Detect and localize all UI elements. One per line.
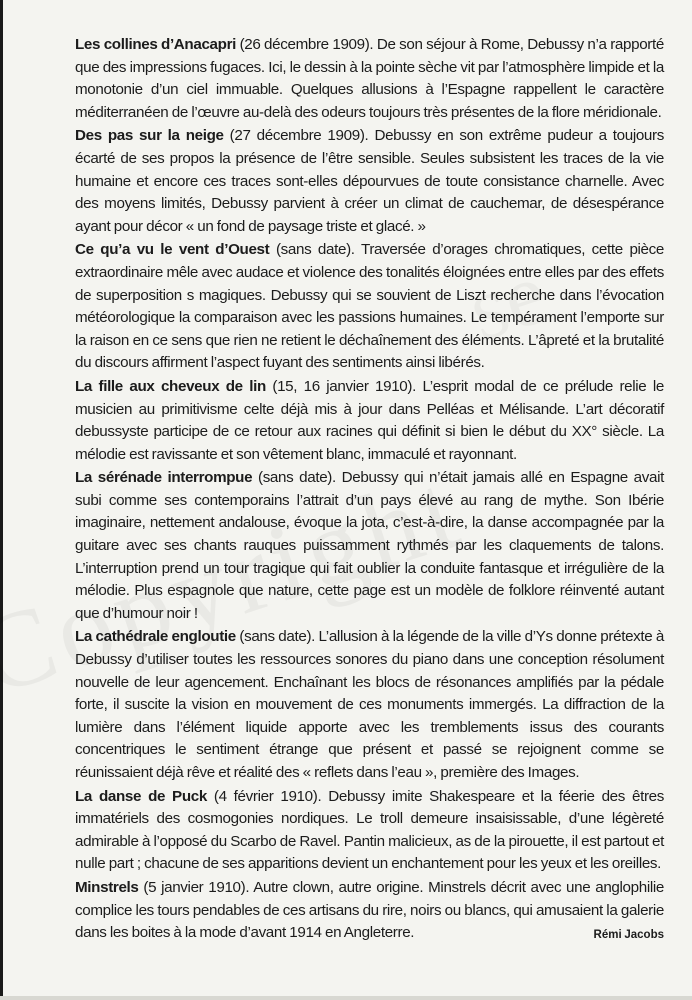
entry-text: (26 décembre 1909). De son séjour à Rome, Debussy n’a rapporté que des impressions fugaces. Ici, le dessin à la pointe sèche vit par l’atmosphère limpide et la monotonie d’un ciel immuable. Quelques allusions à l’Espagne rappellent le caractère méditerranéen de l’œuvre au-delà des odeurs toujours très présentes de la flore méridionale. <box>75 36 664 121</box>
entry-text: (sans date). Traversée d’orages chromatiques, cette pièce extraordinaire mêle avec audace et violence des tonalités éloignées entre elles par des effets de superposition s magiques. Debussy qui se souvient de Liszt recherche dans l’évocation météorologique la comparaison avec les passions humaines. Le tempérament l’emporte sur la raison en ce sens que rien ne retient le déchaînement des éléments. L’âpreté et la brutalité du discours affirment l’aspect fuyant des sentiments ainsi libérés. <box>75 241 664 372</box>
entry-vent-ouest <box>75 239 664 375</box>
entry-title: Les collines d’Anacapri <box>75 36 236 53</box>
page-bottom-edge <box>0 996 692 1000</box>
article-body <box>75 34 664 947</box>
author-signature: Rémi Jacobs <box>593 929 664 942</box>
entry-anacapri <box>75 34 664 124</box>
entry-text: (4 février 1910). Debussy imite Shakespeare et la féerie des êtres immatériels des cosmogonies nordiques. Le troll demeure insaisissable, d’une légèreté admirable à l’opposé du Scarbo de Ravel. Pantin malicieux, as de la pirouette, il est partout et nulle part ; chacune de ses apparitions devient un enchantement pour les yeux et les oreilles. <box>75 787 664 873</box>
entry-minstrels <box>75 877 664 945</box>
entry-text: (sans date). Debussy qui n’était jamais allé en Espagne avait subi comme ses contemporains l’attrait d’un pays élevé au rang de mythe. Son Ibérie imaginaire, nettement andalouse, évoque la jota, c’est-à-dire, la danse accompagnée par la guitare avec ses chants rauques puissamment rythmés par les claquements de talons. L’interruption prend un tour tragique qui fait oublier la conduite fantasque et irrégulière de la mélodie. Plus espagnole que nature, cette page est un modèle de folklore réinventé autant que d’humour noir ! <box>75 469 664 622</box>
entry-text: (5 janvier 1910). Autre clown, autre origine. Minstrels décrit avec une anglophilie complice les tours pendables de ces artisans du rire, noirs ou blancs, qui amusaient la galerie dans les boites à la mode d’avant 1914 en Angleterre. <box>75 878 664 942</box>
entry-pas-sur-la-neige <box>75 125 664 238</box>
entry-title: La sérénade interrompue <box>75 469 253 487</box>
entry-title: La fille aux cheveux de lin <box>75 377 266 395</box>
entry-serenade <box>75 467 664 625</box>
entry-title: La danse de Puck <box>75 787 207 805</box>
entry-title: Des pas sur la neige <box>75 127 224 145</box>
entry-title: La cathédrale engloutie <box>75 628 236 646</box>
entry-text: (sans date). L’allusion à la légende de la ville d’Ys donne prétexte à Debussy d’utiliser toutes les ressources sonores du piano dans une conception résolument nouvelle de leur agencement. Enchaînant les blocs de résonances amplifiés par la pédale forte, il suscite la vision en mouvement de ces monuments immergés. La diffraction de la lumière dans l’élément liquide apporte avec les tremblements issus des courants concentriques le sentiment étrange que présent et passé se rejoignent comme se réunissaient déjà rêve et réalité des « reflets dans l’eau », première des Images. <box>75 628 664 781</box>
entry-text: (15, 16 janvier 1910). L’esprit modal de ce prélude relie le musicien au primitivisme celte déjà mis à jour dans Pelléas et Mélisande. L’art décoratif debussyste participe de ce retour aux racines qui définit si bien le début du XX° siècle. La mélodie est ravissante et son vêtement blanc, immaculé et rayonnant. <box>75 377 664 463</box>
entry-cathedrale <box>75 626 664 784</box>
entry-puck <box>75 786 664 876</box>
entry-fille-cheveux-lin <box>75 376 664 466</box>
page-left-border <box>0 0 3 1000</box>
entry-title: Ce qu’a vu le vent d’Ouest <box>75 241 270 259</box>
entry-title: Minstrels <box>75 878 139 896</box>
entry-text: (27 décembre 1909). Debussy en son extrême pudeur a toujours écarté de ses propos la présence de l’être sensible. Seules subsistent les traces de la vie humaine et encore ces traces sont-elles dépourvues de toute consistance charnelle. Avec des moyens limités, Debussy parvient à créer un climat de cauchemar, de désespérance ayant pour décor « un fond de paysage triste et glacé. » <box>75 127 664 235</box>
